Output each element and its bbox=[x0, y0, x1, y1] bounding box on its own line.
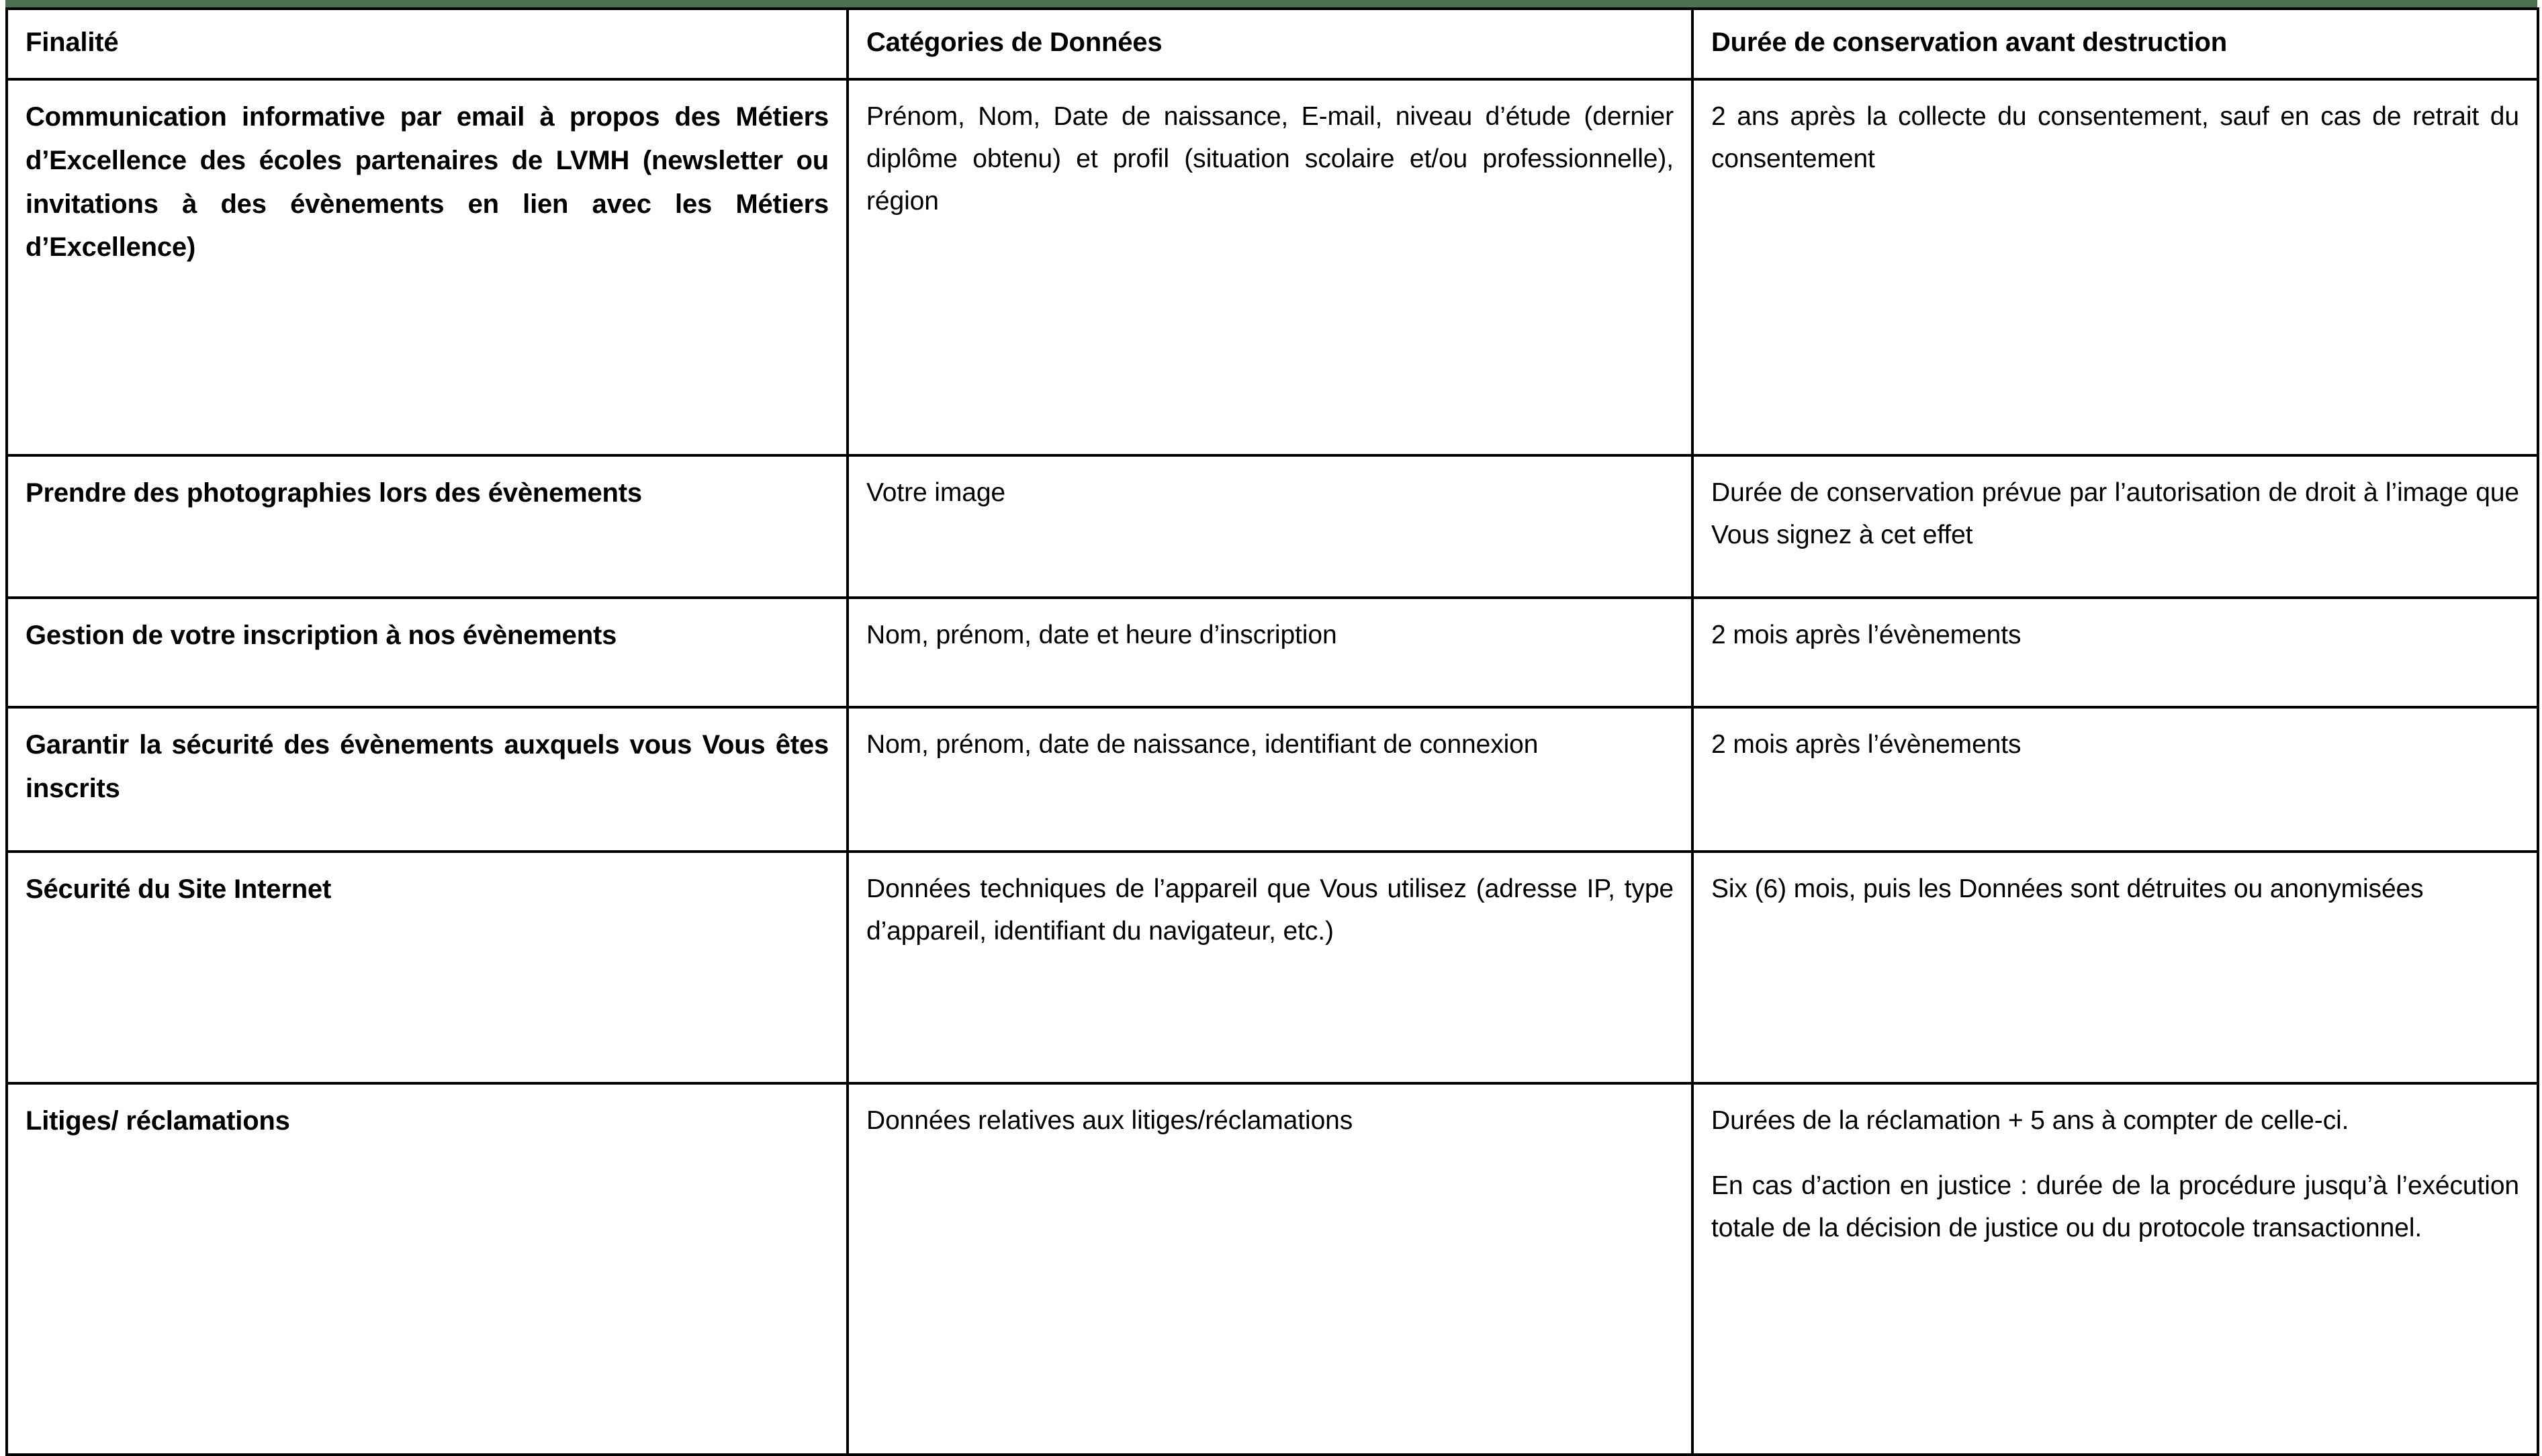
retention-paragraph: Durée de conservation prévue par l’autorisation de droit à l’image que Vous signez à cet effet bbox=[1711, 478, 2519, 550]
column-header-purpose: Finalité bbox=[7, 9, 848, 79]
table-row bbox=[7, 852, 2538, 1083]
data-retention-table bbox=[5, 7, 2539, 1456]
cell-data-categories: Nom, prénom, date de naissance, identifiant de connexion bbox=[848, 707, 1692, 852]
table-row bbox=[7, 79, 2538, 455]
cell-retention bbox=[1692, 455, 2538, 598]
table-header bbox=[7, 9, 2538, 79]
retention-paragraph: Durées de la réclamation + 5 ans à compter de celle-ci. bbox=[1711, 1106, 2349, 1135]
table-row bbox=[7, 598, 2538, 707]
table-row bbox=[7, 1083, 2538, 1455]
retention-paragraph: 2 ans après la collecte du consentement, sauf en cas de retrait du consentement bbox=[1711, 102, 2519, 174]
table-body bbox=[7, 79, 2538, 1455]
cell-purpose: Gestion de votre inscription à nos évènements bbox=[7, 598, 848, 707]
retention-paragraph: 2 mois après l’évènements bbox=[1711, 730, 2022, 759]
cell-retention bbox=[1692, 852, 2538, 1083]
cell-purpose: Prendre des photographies lors des évènements bbox=[7, 455, 848, 598]
cell-data-categories: Données techniques de l’appareil que Vous utilisez (adresse IP, type d’appareil, identifiant du navigateur, etc.) bbox=[848, 852, 1692, 1083]
column-header-data-categories: Catégories de Données bbox=[848, 9, 1692, 79]
retention-paragraph: En cas d’action en justice : durée de la procédure jusqu’à l’exécution totale de la décision de justice ou du protocole transactionnel. bbox=[1711, 1171, 2519, 1243]
cell-data-categories: Nom, prénom, date et heure d’inscription bbox=[848, 598, 1692, 707]
retention-paragraph: Six (6) mois, puis les Données sont détruites ou anonymisées bbox=[1711, 874, 2424, 903]
cell-retention bbox=[1692, 79, 2538, 455]
table-row bbox=[7, 455, 2538, 598]
top-accent-bar bbox=[5, 0, 2537, 7]
cell-purpose: Sécurité du Site Internet bbox=[7, 852, 848, 1083]
table-header-row bbox=[7, 9, 2538, 79]
cell-data-categories: Votre image bbox=[848, 455, 1692, 598]
cell-purpose: Garantir la sécurité des évènements auxquels vous Vous êtes inscrits bbox=[7, 707, 848, 852]
cell-retention bbox=[1692, 707, 2538, 852]
table-row bbox=[7, 707, 2538, 852]
cell-retention bbox=[1692, 1083, 2538, 1455]
cell-data-categories: Prénom, Nom, Date de naissance, E-mail, niveau d’étude (dernier diplôme obtenu) et profil (situation scolaire et/ou professionnelle), région bbox=[848, 79, 1692, 455]
column-header-retention: Durée de conservation avant destruction bbox=[1692, 9, 2538, 79]
retention-paragraph: 2 mois après l’évènements bbox=[1711, 621, 2022, 649]
cell-purpose: Communication informative par email à propos des Métiers d’Excellence des écoles partenaires de LVMH (newsletter ou invitations à des évènements en lien avec les Métiers d’Excellence) bbox=[7, 79, 848, 455]
cell-data-categories: Données relatives aux litiges/réclamations bbox=[848, 1083, 1692, 1455]
cell-retention bbox=[1692, 598, 2538, 707]
cell-purpose: Litiges/ réclamations bbox=[7, 1083, 848, 1455]
